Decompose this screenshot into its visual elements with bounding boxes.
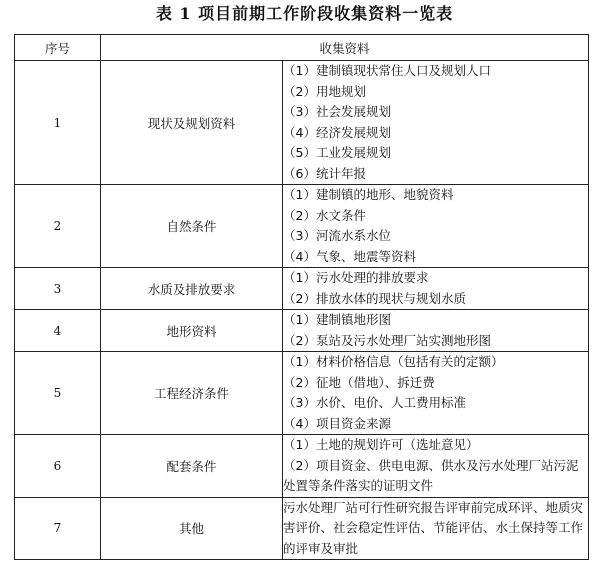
category-name: 工程经济条件 xyxy=(101,352,283,435)
list-item: （1）建制镇地形图 xyxy=(283,312,391,327)
list-item: （2）泵站及污水处理厂站实测地形图 xyxy=(283,332,491,348)
list-item: （1）建制镇现状常住人口及规划人口 xyxy=(283,63,491,78)
category-name: 现状及规划资料 xyxy=(101,61,283,185)
item-list xyxy=(283,435,589,498)
category-name: 其他 xyxy=(101,497,283,560)
item-list xyxy=(283,268,589,310)
row-number: 6 xyxy=(15,435,101,498)
table-row xyxy=(15,268,589,310)
category-name: 自然条件 xyxy=(101,185,283,268)
table-row xyxy=(15,310,589,352)
table-header-row xyxy=(15,35,589,61)
list-item: （2）排放水体的现状与规划水质 xyxy=(283,290,466,306)
row-number: 1 xyxy=(15,61,101,185)
item-paragraph xyxy=(283,497,589,560)
list-item: （6）统计年报 xyxy=(283,165,366,181)
list-item: （2）项目资金、供电电源、供水及污水处理厂站污泥处置等条件落实的证明文件 xyxy=(283,457,579,493)
row-number: 4 xyxy=(15,310,101,352)
list-item: （4）气象、地震等资料 xyxy=(283,248,416,264)
list-item: （1）污水处理的排放要求 xyxy=(283,270,429,285)
row-number: 2 xyxy=(15,185,101,268)
data-table xyxy=(14,34,589,560)
row-number: 3 xyxy=(15,268,101,310)
list-item: （3）河流水系水位 xyxy=(283,228,391,243)
item-list xyxy=(283,352,589,435)
category-name: 配套条件 xyxy=(101,435,283,498)
list-item: （5）工业发展规划 xyxy=(283,145,391,160)
list-item: （1）建制镇的地形、地貌资料 xyxy=(283,187,454,202)
table-row xyxy=(15,435,589,498)
list-item: （2）水文条件 xyxy=(283,207,366,223)
table-row xyxy=(15,61,589,185)
list-item: （2）用地规划 xyxy=(283,83,366,99)
header-collected-materials: 收集资料 xyxy=(101,35,589,61)
category-name: 水质及排放要求 xyxy=(101,268,283,310)
list-item: （4）项目资金来源 xyxy=(283,415,391,431)
row-number: 7 xyxy=(15,497,101,560)
list-item: （3）水价、电价、人工费用标准 xyxy=(283,395,466,410)
table-title: 表 1 项目前期工作阶段收集资料一览表 xyxy=(155,4,454,23)
row-number: 5 xyxy=(15,352,101,435)
item-list xyxy=(283,310,589,352)
item-list xyxy=(283,61,589,185)
header-no: 序号 xyxy=(15,35,101,61)
list-item: （1）材料价格信息（包括有关的定额） xyxy=(283,354,504,369)
list-item: （4）经济发展规划 xyxy=(283,124,391,140)
category-name: 地形资料 xyxy=(101,310,283,352)
table-row xyxy=(15,352,589,435)
paragraph-text: 污水处理厂站可行性研究报告评审前完成环评、地质灾害评价、社会稳定性评估、节能评估、水土保持等工作的评审及审批 xyxy=(283,499,584,556)
list-item: （2）征地（借地）、拆迁费 xyxy=(283,374,435,390)
table-row xyxy=(15,497,589,560)
list-item: （1）土地的规划许可（选址意见） xyxy=(283,437,479,452)
list-item: （3）社会发展规划 xyxy=(283,104,391,119)
item-list xyxy=(283,185,589,268)
table-row xyxy=(15,185,589,268)
